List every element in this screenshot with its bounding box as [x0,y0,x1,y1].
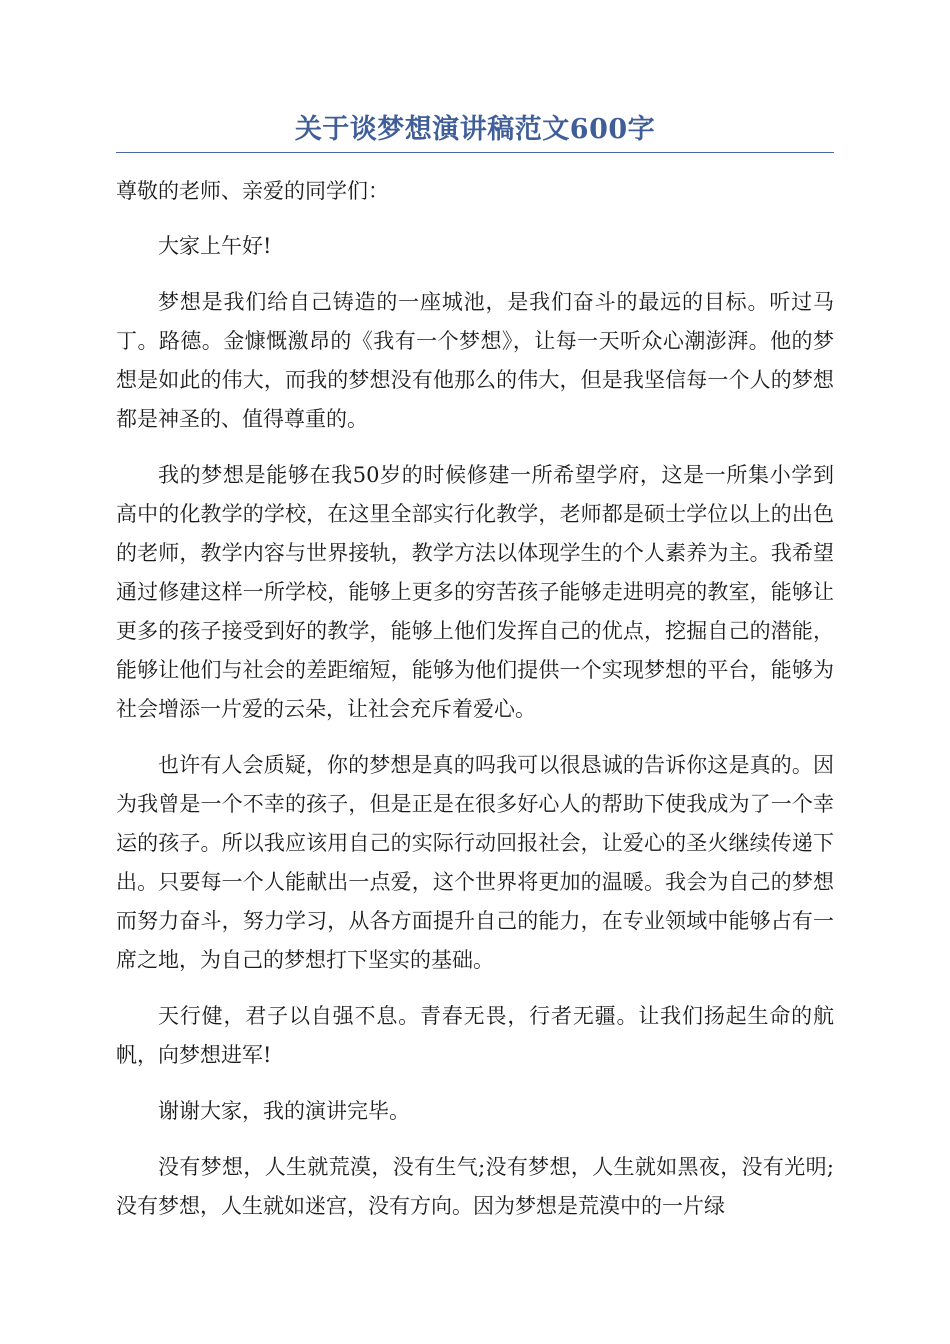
paragraph-greeting: 大家上午好! [158,234,272,258]
document-page [116,110,834,1226]
paragraph-dream-school: 我的梦想是能够在我50岁的时候修建一所希望学府，这是一所集小学到高中的化教学的学校，在这里全部实行化教学，老师都是硕士学位以上的出色的老师，教学内容与世界接轨，教学方法以体现学生的个人素养为主。我希望通过修建这样一所学校，能够上更多的穷苦孩子能够走进明亮的教室，能够让更多的孩子接受到好的教学，能够上他们发挥自己的优点，挖掘自己的潜能，能够让他们与社会的差距缩短，能够为他们提供一个实现梦想的平台，能够为社会增添一片爱的云朵，让社会充斥着爱心。 [116,463,834,721]
title-underline [116,152,834,153]
document-title: 关于谈梦想演讲稿范文600字 [294,114,656,145]
paragraph-dream-definition: 梦想是我们给自己铸造的一座城池，是我们奋斗的最远的目标。听过马丁。路德。金慷慨激昂的《我有一个梦想》，让每一天听众心潮澎湃。他的梦想是如此的伟大，而我的梦想没有他那么的伟大，但是我坚信每一个人的梦想都是神圣的、值得尊重的。 [116,290,834,431]
salutation: 尊敬的老师、亲爱的同学们： [116,179,389,203]
paragraph-motivation: 也许有人会质疑，你的梦想是真的吗我可以很恳诚的告诉你这是真的。因为我曾是一个不幸的孩子，但是正是在很多好心人的帮助下使我成为了一个幸运的孩子。所以我应该用自己的实际行动回报社会，让爱心的圣火继续传递下出。只要每一个人能献出一点爱，这个世界将更加的温暖。我会为自己的梦想而努力奋斗，努力学习，从各方面提升自己的能力，在专业领域中能够占有一席之地，为自己的梦想打下坚实的基础。 [116,753,834,972]
paragraph-continuation: 没有梦想，人生就荒漠，没有生气;没有梦想，人生就如黑夜，没有光明;没有梦想，人生就如迷宫，没有方向。因为梦想是荒漠中的一片绿 [116,1155,834,1218]
paragraph-closing: 谢谢大家，我的演讲完毕。 [158,1099,410,1123]
paragraph-call-to-action: 天行健，君子以自强不息。青春无畏，行者无疆。让我们扬起生命的航帆，向梦想进军! [116,1004,834,1067]
